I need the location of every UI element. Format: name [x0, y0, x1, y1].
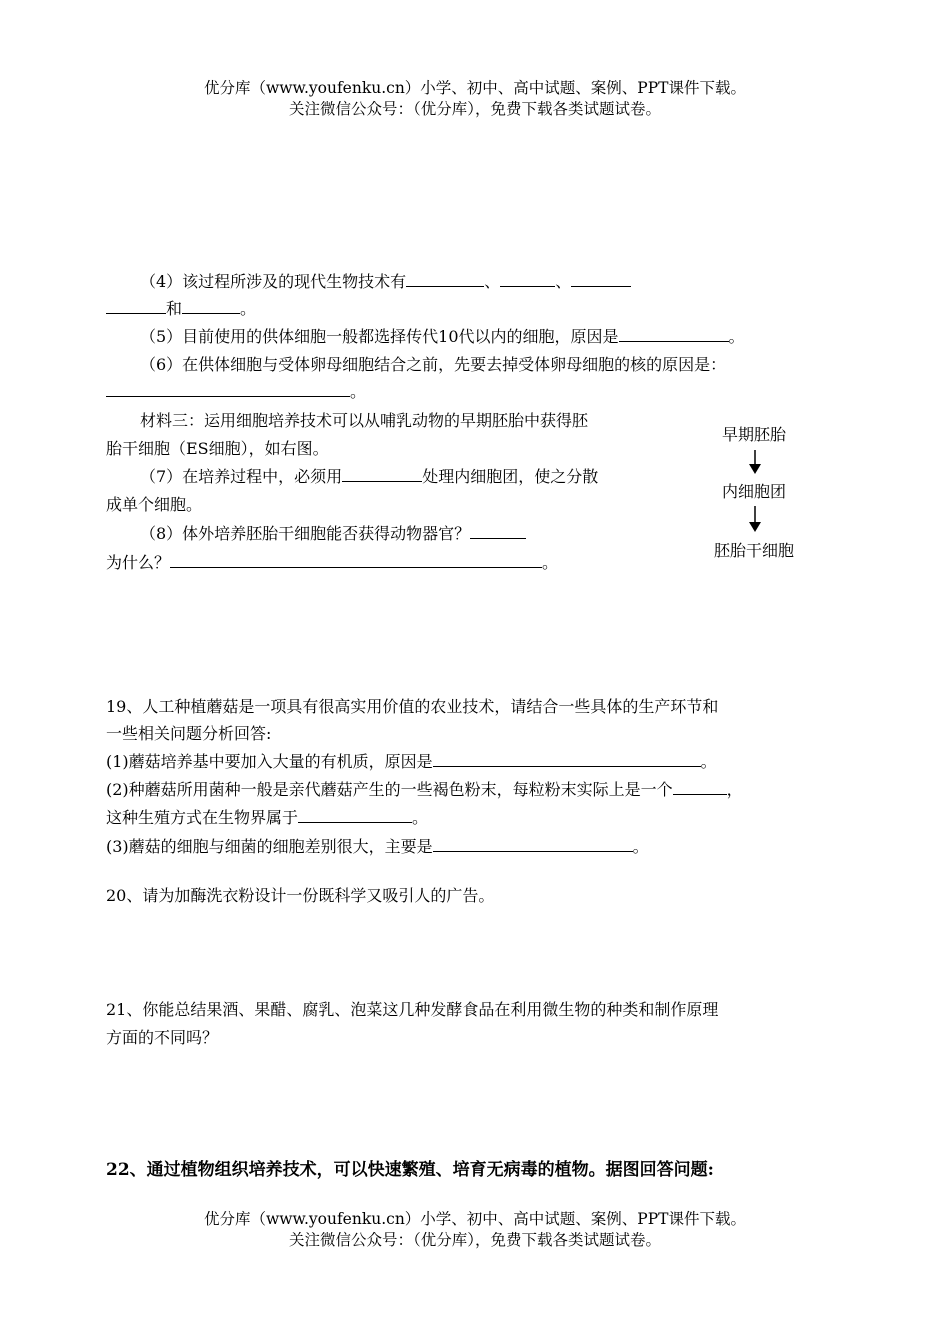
question-6-answer [106, 381, 366, 403]
q19-p3-end: 。 [632, 837, 649, 856]
q8-text: （8）体外培养胚胎干细胞能否获得动物器官？ [140, 524, 471, 543]
q5-text: （5）目前使用的供体细胞一般都选择传代10代以内的细胞，原因是 [140, 327, 619, 346]
q7-blank[interactable] [342, 466, 422, 482]
q4-blank-5[interactable] [182, 298, 240, 314]
q7-text-post: 处理内细胞团，使之分散 [422, 467, 599, 486]
q8-end: 。 [542, 553, 559, 572]
flow-step-embryonic-stem-cell: 胚胎干细胞 [713, 541, 794, 560]
footer-line-2: 关注微信公众号：（优分库），免费下载各类试题试卷。 [288, 1231, 661, 1249]
flow-arrow-down-icon [745, 448, 765, 476]
q5-end: 。 [728, 327, 745, 346]
flow-step-early-embryo: 早期胚胎 [721, 425, 786, 444]
question-7-cont: 成单个细胞。 [106, 495, 203, 514]
q19-p1-end: 。 [700, 752, 717, 771]
header-line-2: 关注微信公众号：（优分库），免费下载各类试题试卷。 [288, 100, 661, 118]
flow-arrow-down-icon [745, 504, 765, 534]
flow-step-inner-cell-mass: 内细胞团 [721, 482, 786, 501]
q5-blank[interactable] [619, 326, 729, 342]
q6-blank[interactable] [106, 381, 350, 397]
q7-text: （7）在培养过程中，必须用 [140, 467, 343, 486]
q8-why: 为什么？ [106, 553, 171, 572]
q19-p2b-text: 这种生殖方式在生物界属于 [106, 808, 299, 827]
q19-p1-text: (1)蘑菇培养基中要加入大量的有机质，原因是 [106, 752, 433, 771]
q19-p2-blank[interactable] [673, 779, 727, 795]
question-19-part-2b [106, 807, 428, 829]
question-22: 22、通过植物组织培养技术，可以快速繁殖、培育无病毒的植物。据图回答问题: [106, 1160, 714, 1180]
question-4-cont [106, 298, 256, 320]
header-line-1: 优分库（www.youfenku.cn）小学、初中、高中试题、案例、PPT课件下载。 [203, 79, 747, 97]
q19-p2b-end: 。 [412, 808, 429, 827]
question-19-part-2 [106, 779, 743, 801]
question-21-line-2: 方面的不同吗？ [106, 1028, 219, 1047]
question-20: 20、请为加酶洗衣粉设计一份既科学又吸引人的广告。 [106, 886, 495, 905]
q19-p2-text: (2)种蘑菇所用菌种一般是亲代蘑菇产生的一些褐色粉末，每粒粉末实际上是一个 [106, 780, 673, 799]
q8-blank-1[interactable] [470, 523, 526, 539]
q19-p2-end: ， [726, 780, 743, 799]
question-19-part-3 [106, 836, 649, 858]
footer-line-1: 优分库（www.youfenku.cn）小学、初中、高中试题、案例、PPT课件下载。 [203, 1210, 747, 1228]
q4-blank-4[interactable] [106, 298, 166, 314]
question-7 [140, 466, 598, 488]
q19-p3-blank[interactable] [433, 836, 633, 852]
q19-p2b-blank[interactable] [298, 807, 412, 823]
q4-blank-3[interactable] [571, 271, 631, 287]
material-3-line-1: 材料三：运用细胞培养技术可以从哺乳动物的早期胚胎中获得胚 [140, 411, 589, 430]
question-4 [140, 271, 631, 293]
q19-p3-text: (3)蘑菇的细胞与细菌的细胞差别很大，主要是 [106, 837, 433, 856]
q4-text: （4）该过程所涉及的现代生物技术有 [140, 272, 407, 291]
q4-separator: 、 [484, 272, 501, 291]
question-19-part-1 [106, 751, 717, 773]
question-5 [140, 326, 745, 348]
q4-separator: 、 [555, 272, 572, 291]
question-21-line-1: 21、你能总结果酒、果醋、腐乳、泡菜这几种发酵食品在利用微生物的种类和制作原理 [106, 1000, 719, 1019]
question-19-line-1: 19、人工种植蘑菇是一项具有很高实用价值的农业技术，请结合一些具体的生产环节和 [106, 697, 719, 716]
material-3-line-2: 胎干细胞（ES细胞），如右图。 [106, 439, 329, 458]
q4-blank-2[interactable] [500, 271, 555, 287]
q8-blank-2[interactable] [170, 552, 542, 568]
question-8-why [106, 552, 558, 574]
q6-end: 。 [350, 382, 367, 401]
q4-blank-1[interactable] [406, 271, 484, 287]
q4-end: 。 [240, 299, 257, 318]
q19-p1-blank[interactable] [433, 751, 701, 767]
q4-and: 和 [166, 299, 183, 318]
question-8 [140, 523, 526, 545]
question-19-line-2: 一些相关问题分析回答: [106, 724, 272, 743]
question-6: （6）在供体细胞与受体卵母细胞结合之前，先要去掉受体卵母细胞的核的原因是： [140, 355, 727, 374]
